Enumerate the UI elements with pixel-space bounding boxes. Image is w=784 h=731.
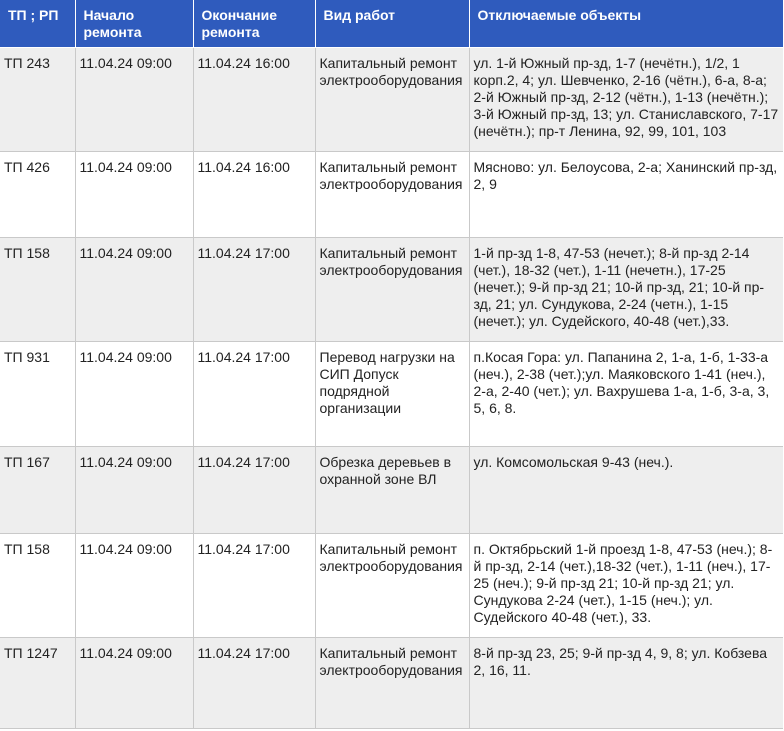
table-row [0, 341, 783, 446]
table-header-row [0, 0, 783, 47]
cell-start: 11.04.24 09:00 [75, 637, 193, 728]
cell-objects: п.Косая Гора: ул. Папанина 2, 1-а, 1-б, 1-33-а (неч.), 2-38 (чет.);ул. Маяковского 1-41 (неч.), 2-а, 2-40 (чет.); ул. Вахрушева 1-а, 1-б, 3-а, 3, 5, 6, 8. [469, 341, 783, 446]
table-row [0, 47, 783, 151]
cell-start: 11.04.24 09:00 [75, 446, 193, 533]
cell-start: 11.04.24 09:00 [75, 151, 193, 237]
cell-objects: 1-й пр-зд 1-8, 47-53 (нечет.); 8-й пр-зд 2-14 (чет.), 18-32 (чет.), 1-11 (нечетн.), 17-25 (нечет.); 9-й пр-зд 21; 10-й пр-зд, 21; 10-й пр-зд, 21; ул. Сундукова, 2-24 (четн.), 1-15 (нечет.); ул. Судейского, 40-48 (чет.),33. [469, 237, 783, 341]
header-tp: ТП ; РП [0, 0, 75, 47]
cell-tp: ТП 158 [0, 237, 75, 341]
cell-tp: ТП 158 [0, 533, 75, 637]
cell-objects: ул. 1-й Южный пр-зд, 1-7 (нечётн.), 1/2, 1 корп.2, 4; ул. Шевченко, 2-16 (чётн.), 6-а, 8-а; 2-й Южный пр-зд, 2-12 (чётн.), 1-13 (нечётн.); 3-й Южный пр-зд, 13; ул. Станиславского, 7-17 (нечётн.); пр-т Ленина, 92, 99, 101, 103 [469, 47, 783, 151]
cell-work: Капитальный ремонт электрооборудования [315, 637, 469, 728]
header-work: Вид работ [315, 0, 469, 47]
header-end: Окончание ремонта [193, 0, 315, 47]
cell-work: Обрезка деревьев в охранной зоне ВЛ [315, 446, 469, 533]
cell-tp: ТП 931 [0, 341, 75, 446]
table-row [0, 151, 783, 237]
cell-objects: 8-й пр-зд 23, 25; 9-й пр-зд 4, 9, 8; ул. Кобзева 2, 16, 11. [469, 637, 783, 728]
cell-end: 11.04.24 17:00 [193, 446, 315, 533]
cell-objects: Мясново: ул. Белоусова, 2-а; Ханинский пр-зд, 2, 9 [469, 151, 783, 237]
cell-end: 11.04.24 16:00 [193, 47, 315, 151]
cell-objects: ул. Комсомольская 9-43 (неч.). [469, 446, 783, 533]
cell-start: 11.04.24 09:00 [75, 533, 193, 637]
table-row [0, 446, 783, 533]
table-row [0, 533, 783, 637]
cell-work: Капитальный ремонт электрооборудования [315, 151, 469, 237]
header-objects: Отключаемые объекты [469, 0, 783, 47]
cell-tp: ТП 1247 [0, 637, 75, 728]
cell-work: Перевод нагрузки на СИП Допуск подрядной организации [315, 341, 469, 446]
cell-work: Капитальный ремонт электрооборудования [315, 533, 469, 637]
cell-end: 11.04.24 17:00 [193, 533, 315, 637]
cell-tp: ТП 167 [0, 446, 75, 533]
cell-tp: ТП 243 [0, 47, 75, 151]
cell-start: 11.04.24 09:00 [75, 341, 193, 446]
cell-end: 11.04.24 16:00 [193, 151, 315, 237]
cell-start: 11.04.24 09:00 [75, 47, 193, 151]
cell-tp: ТП 426 [0, 151, 75, 237]
table-row [0, 637, 783, 728]
cell-work: Капитальный ремонт электрооборудования [315, 47, 469, 151]
table-row [0, 237, 783, 341]
cell-end: 11.04.24 17:00 [193, 637, 315, 728]
cell-start: 11.04.24 09:00 [75, 237, 193, 341]
cell-work: Капитальный ремонт электрооборудования [315, 237, 469, 341]
cell-objects: п. Октябрьский 1-й проезд 1-8, 47-53 (неч.); 8-й пр-зд, 2-14 (чет.),18-32 (чет.), 1-11 (неч.), 17-25 (неч.); 9-й пр-зд 21; 10-й пр-зд 21; ул. Сундукова 2-24 (чет.), 1-15 (неч.); ул. Судейского 40-48 (чет.), 33. [469, 533, 783, 637]
cell-end: 11.04.24 17:00 [193, 341, 315, 446]
header-start: Начало ремонта [75, 0, 193, 47]
cell-end: 11.04.24 17:00 [193, 237, 315, 341]
